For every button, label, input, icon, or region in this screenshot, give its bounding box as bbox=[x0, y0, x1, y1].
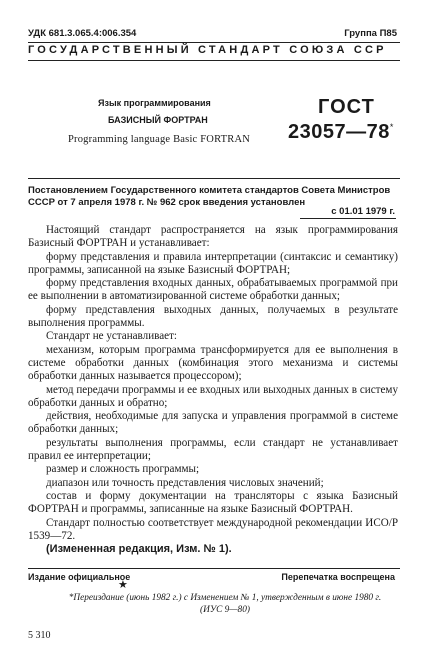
decree-rule bbox=[28, 178, 400, 179]
header-top-rule bbox=[28, 42, 400, 43]
paragraph: форму представления выходных данных, получаемых в результате выполнения программы. bbox=[28, 303, 398, 330]
paragraph: размер и сложность программы; bbox=[46, 463, 200, 476]
title-name-ru: БАЗИСНЫЙ ФОРТРАН bbox=[108, 115, 208, 125]
udk-code: УДК 681.3.065.4:006.354 bbox=[28, 28, 137, 39]
page-number: 5 310 bbox=[28, 630, 51, 641]
date-rule bbox=[300, 218, 396, 219]
standard-type-banner: ГОСУДАРСТВЕННЫЙ СТАНДАРТ СОЮЗА ССР bbox=[28, 44, 387, 56]
paragraph: Настоящий стандарт распространяется на язык программирования Базисный ФОРТРАН и устанавливает: bbox=[28, 224, 398, 250]
gost-number-value: 23057—78 bbox=[288, 121, 390, 143]
title-name-en: Programming language Basic FORTRAN bbox=[68, 134, 251, 145]
group-code: Группа П85 bbox=[344, 28, 397, 39]
paragraph: метод передачи программы и ее входных или выходных данных в систему обработки данных и обратно; bbox=[28, 383, 398, 409]
decree-text: Постановлением Государственного комитета стандартов Совета Министров СССР от 7 апреля 1978 г. № 962 срок введения установлен bbox=[28, 185, 391, 208]
star-icon: ★ bbox=[118, 579, 128, 591]
header-bottom-rule bbox=[28, 60, 400, 61]
footer-rule bbox=[28, 568, 400, 569]
reissue-footnote: *Переиздание (июнь 1982 г.) с Изменением № 1, утвержденным в июне 1980 г. (ИУС 9—80) bbox=[68, 593, 382, 615]
paragraph: форму представления и правила интерпретации (синтаксис и семантику) программы, записанной на языке Базисный ФОРТРАН; bbox=[28, 250, 398, 276]
paragraph: Стандарт полностью соответствует международной рекомендации ИСО/Р 1539—72. bbox=[28, 516, 398, 542]
amendment-note: (Измененная редакция, Изм. № 1). bbox=[46, 543, 232, 556]
paragraph: результаты выполнения программы, если стандарт не устанавливает правил ее интерпретации; bbox=[28, 436, 398, 463]
paragraph: Стандарт не устанавливает: bbox=[46, 330, 177, 343]
body-text bbox=[28, 224, 398, 556]
reprint-prohibited-label: Перепечатка воспрещена bbox=[281, 572, 395, 582]
title-language-ru: Язык программирования bbox=[98, 98, 211, 108]
paragraph: форму представления входных данных, обрабатываемых программой при ее выполнении в автоматизированной системе обработки данных; bbox=[28, 277, 398, 303]
gost-number bbox=[288, 121, 394, 144]
decree-date: с 01.01 1979 г. bbox=[331, 206, 395, 217]
official-edition-label: Издание официальное bbox=[28, 572, 131, 582]
gost-label: ГОСТ bbox=[318, 96, 375, 118]
paragraph: состав и форму документации на трансляторы с языка Базисный ФОРТРАН и программы, записанные на языке Базисный ФОРТРАН. bbox=[28, 489, 398, 516]
paragraph: механизм, которым программа трансформируется для ее выполнения в системе обработки данных (комбинация этого механизма и системы обработки данных называется процессором); bbox=[28, 343, 398, 383]
paragraph: действия, необходимые для запуска и управления программой в системе обработки данных; bbox=[28, 410, 398, 436]
gost-number-mark: * bbox=[389, 122, 394, 132]
paragraph: диапазон или точность представления числовых значений; bbox=[46, 476, 324, 489]
